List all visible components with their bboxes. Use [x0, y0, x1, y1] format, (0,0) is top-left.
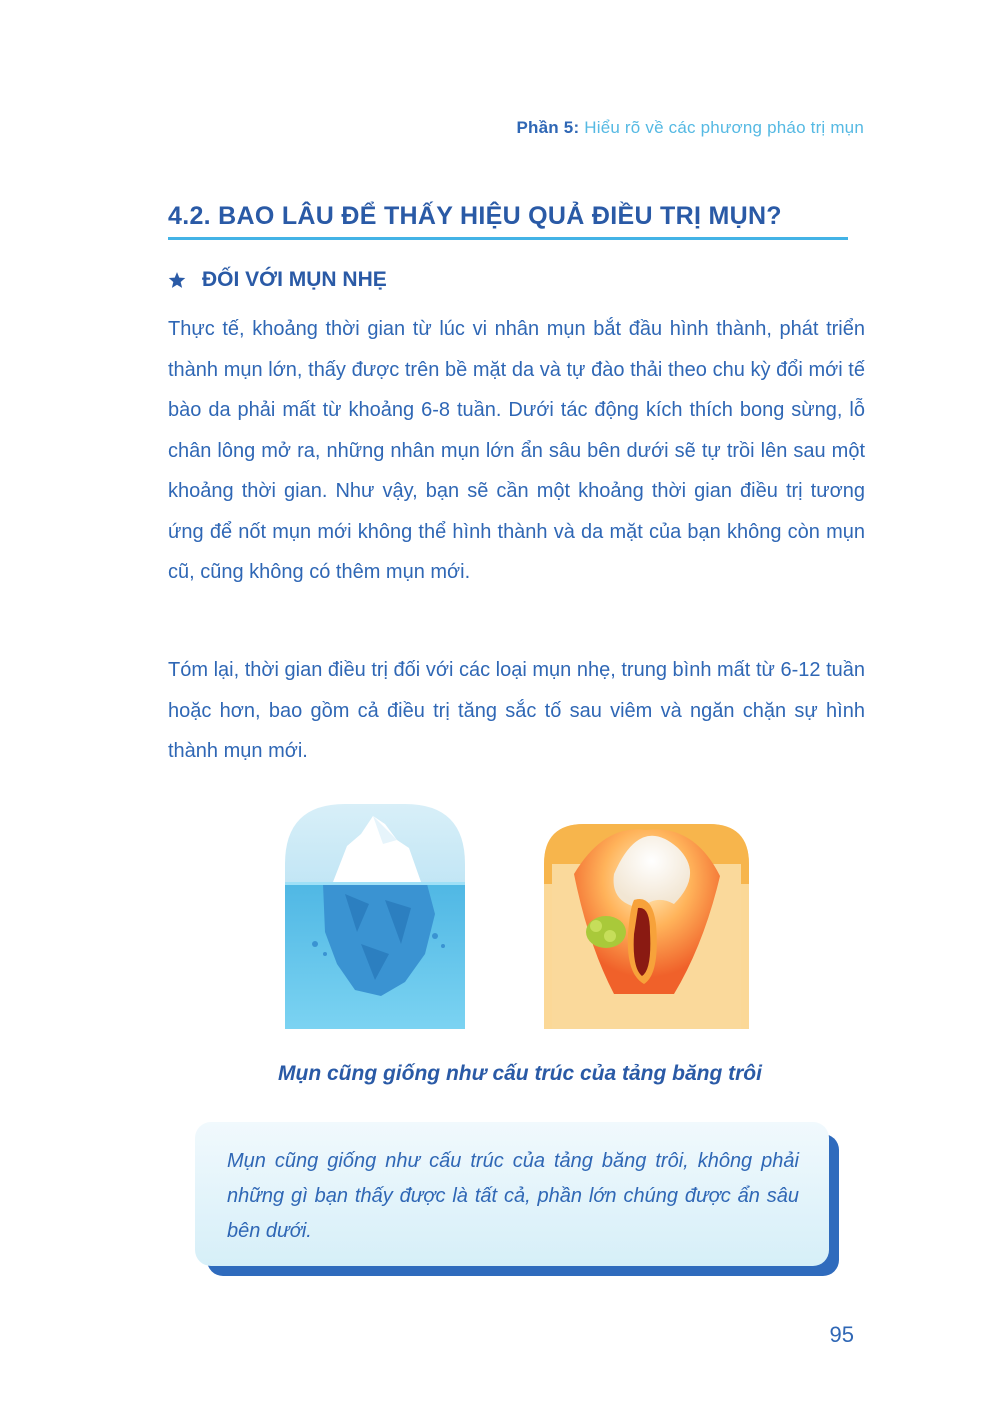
callout-text: Mụn cũng giống như cấu trúc của tảng băng trôi, không phải những gì bạn thấy được là tất cả, phần lớn chúng được ẩn sâu bên dưới. [227, 1150, 799, 1242]
figure [0, 804, 1000, 1029]
iceberg-illustration [285, 804, 465, 1029]
body-paragraph: Tóm lại, thời gian điều trị đối với các loại mụn nhẹ, trung bình mất từ 6-12 tuần hoặc hơn, bao gồm cả điều trị tăng sắc tố sau viêm và ngăn chặn sự hình thành mụn mới. [168, 659, 865, 762]
figure-caption: Mụn cũng giống như cấu trúc của tảng băng trôi [278, 1062, 762, 1085]
pimple-cross-section-illustration [544, 804, 749, 1029]
running-header [517, 118, 865, 138]
chapter-topic-label: Hiểu rõ về các phương pháo trị mụn [584, 118, 864, 137]
subheading-label: ĐỐI VỚI MỤN NHẸ [202, 268, 387, 291]
section-title: 4.2. BAO LÂU ĐỂ THẤY HIỆU QUẢ ĐIỀU TRỊ MỤN? [168, 202, 848, 240]
body-paragraph: Thực tế, khoảng thời gian từ lúc vi nhân mụn bắt đầu hình thành, phát triển thành mụn lớn, thấy được trên bề mặt da và tự đào thải theo chu kỳ đổi mới tế bào da phải mất từ khoảng 6-8 tuần. Dưới tác động kích thích bong sừng, lỗ chân lông mở ra, những nhân mụn lớn ẩn sâu bên dưới sẽ tự trồi lên sau một khoảng thời gian. Như vậy, bạn sẽ cần một khoảng thời gian điều trị tương ứng để nốt mụn mới không thể hình thành và da mặt của bạn không còn mụn cũ, cũng không có thêm mụn mới. [168, 318, 865, 583]
callout-box [195, 1122, 829, 1266]
subheading [168, 268, 387, 292]
star-icon [168, 271, 186, 289]
chapter-part-label: Phần 5: [516, 118, 580, 137]
page-number: 95 [829, 1322, 854, 1347]
